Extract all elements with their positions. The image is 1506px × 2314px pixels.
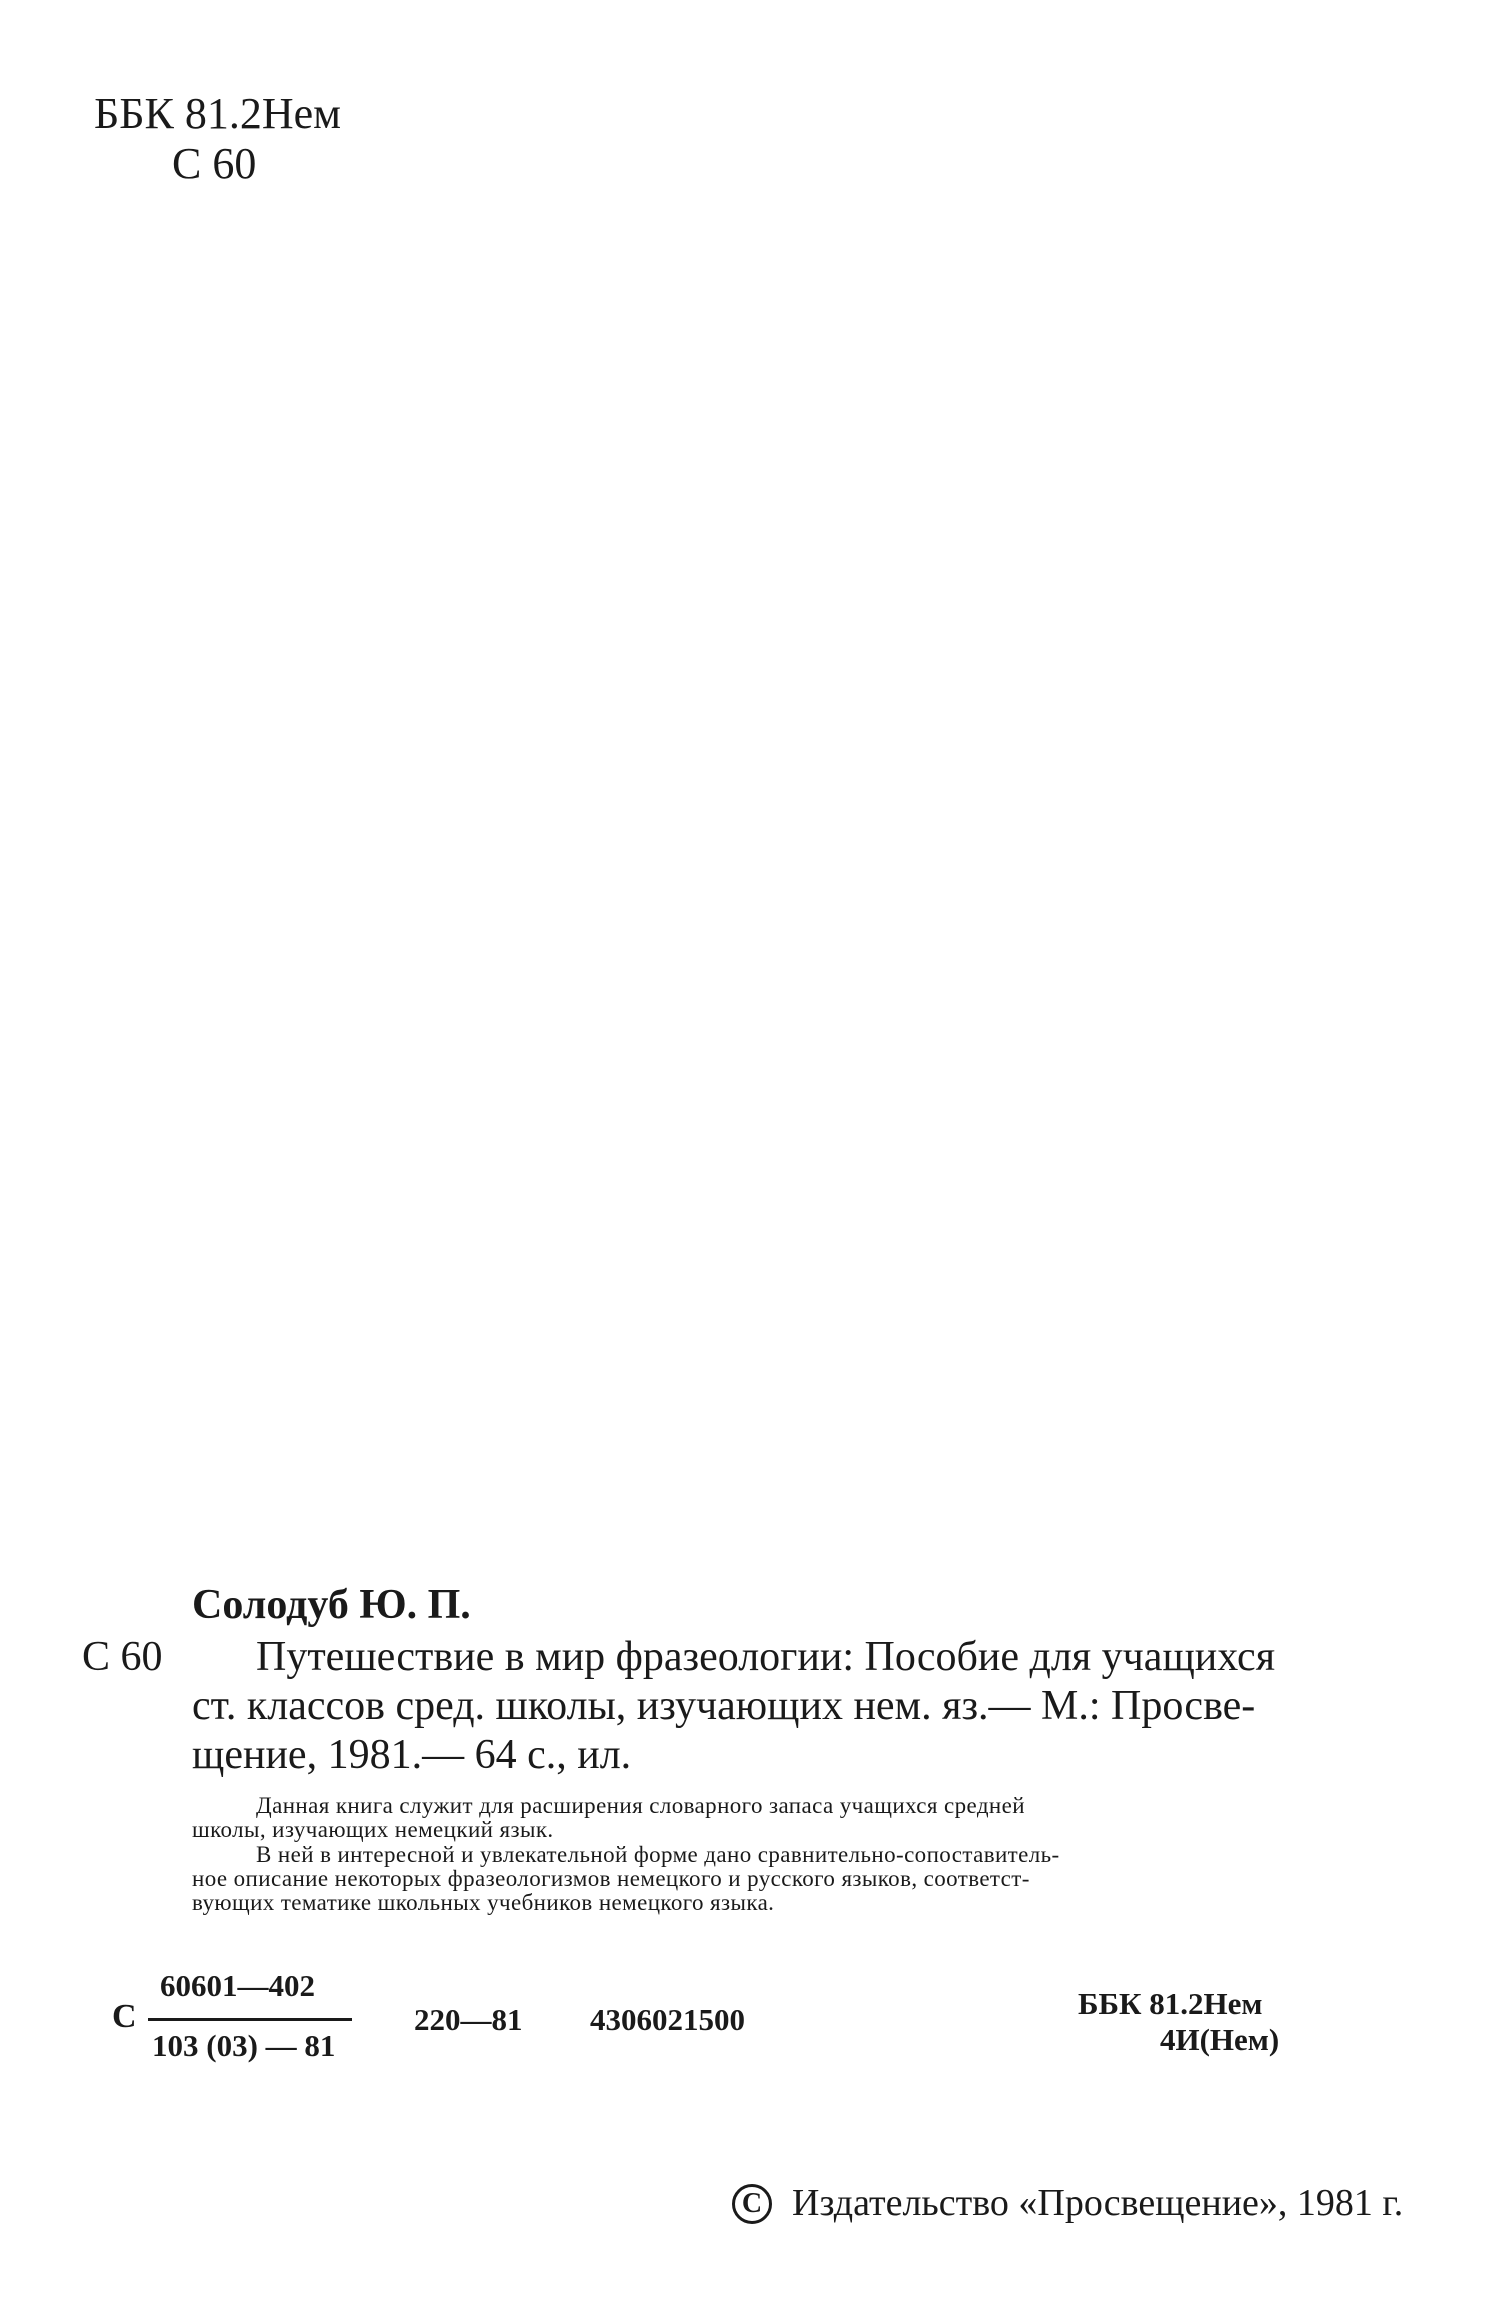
annotation-line: Путешествие в мир фразеологии: Пособие для учащихся (256, 1634, 1276, 1680)
description-line: В ней в интересной и увлекательной форме дано сравнительно-сопоставитель- (256, 1842, 1060, 1867)
bbk-classification-bottom: ББК 81.2Нем (1078, 1986, 1263, 2021)
description-line: ное описание некоторых фразеологизмов немецкого и русского языков, соответст- (192, 1866, 1030, 1891)
copyright-text: Издательство «Просвещение», 1981 г. (792, 2182, 1404, 2224)
publication-code: 4306021500 (590, 2002, 745, 2037)
index-denominator: 103 (03) — 81 (152, 2028, 336, 2063)
fraction-bar (148, 2018, 352, 2021)
annotation-line: щение, 1981.— 64 с., ил. (192, 1732, 632, 1778)
bbk-classification-top: ББК 81.2Нем (94, 89, 342, 138)
description-line: вующих тематике школьных учебников немецкого языка. (192, 1890, 775, 1915)
index-letter: С (112, 1998, 137, 2035)
description-line: школы, изучающих немецкий язык. (192, 1817, 554, 1842)
bbk-code-bottom: 4И(Нем) (1160, 2022, 1280, 2057)
author-name: Солодуб Ю. П. (192, 1582, 471, 1628)
order-number: 220—81 (414, 2002, 523, 2037)
description-line: Данная книга служит для расширения словарного запаса учащихся средней (256, 1793, 1025, 1818)
index-numerator: 60601—402 (160, 1968, 315, 2003)
copyright-icon: С (732, 2184, 772, 2224)
author-code-top: С 60 (172, 139, 257, 188)
author-code-entry: С 60 (82, 1634, 163, 1680)
annotation-line: ст. классов сред. школы, изучающих нем. яз.— М.: Просве- (192, 1683, 1256, 1729)
